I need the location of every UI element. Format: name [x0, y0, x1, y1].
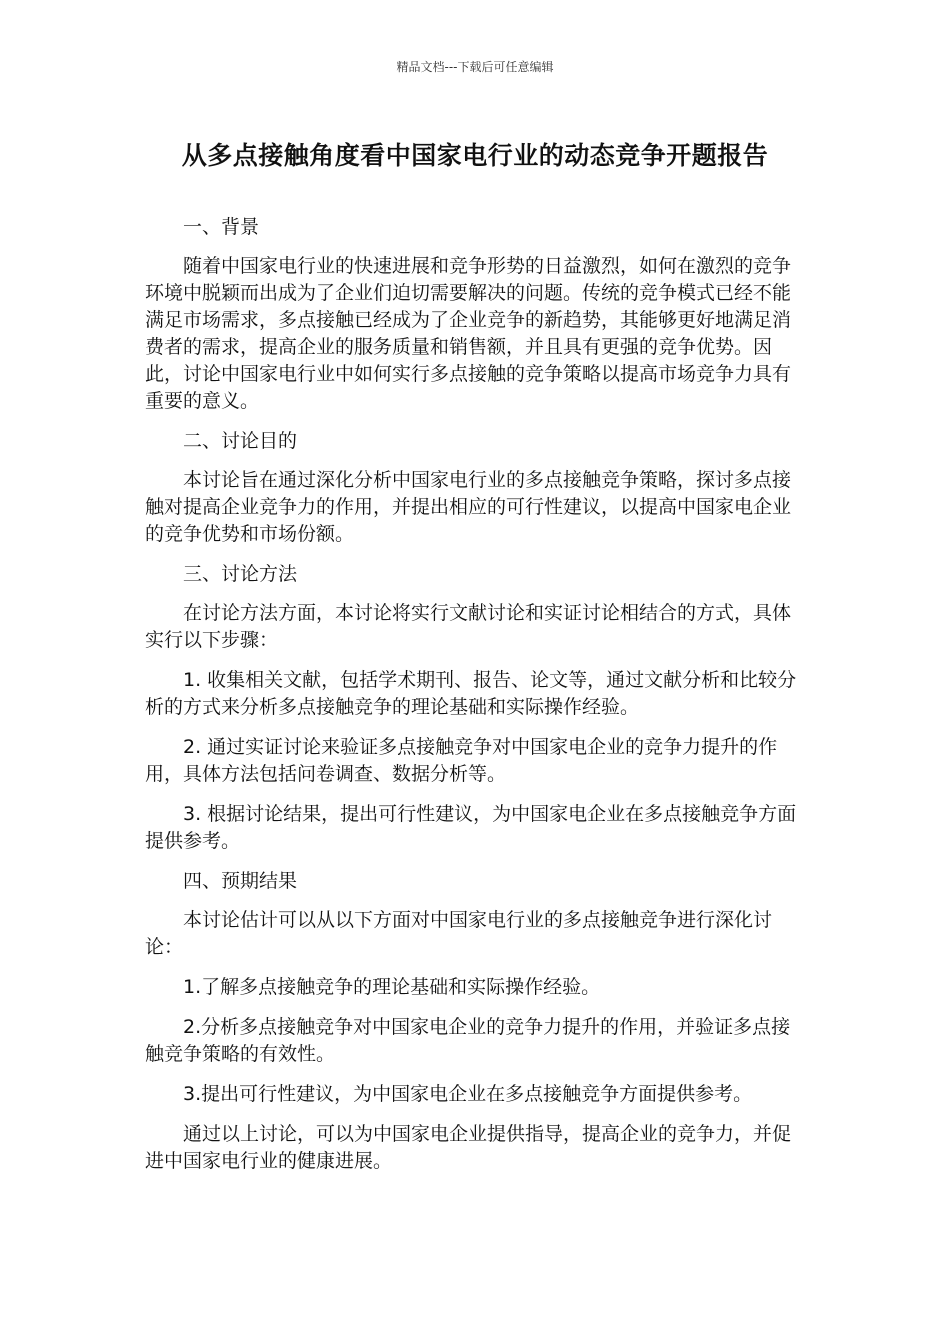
method-step-2: 2. 通过实证讨论来验证多点接触竞争对中国家电企业的竞争力提升的作用，具体方法包括问卷调查、数据分析等。	[145, 736, 778, 785]
background-paragraph: 随着中国家电行业的快速进展和竞争形势的日益激烈，如何在激烈的竞争环境中脱颖而出成为了企业们迫切需要解决的问题。传统的竞争模式已经不能满足市场需求，多点接触已经成为了企业竞争的新趋势，其能够更好地满足消费者的需求，提高企业的服务质量和销售额，并且具有更强的竞争优势。因此，讨论中国家电行业中如何实行多点接触的竞争策略以提高市场竞争力具有重要的意义。	[145, 255, 792, 412]
result-heading: 四、预期结果	[183, 870, 298, 892]
goal-heading: 二、讨论目的	[183, 430, 298, 452]
result-item-1: 1.了解多点接触竞争的理论基础和实际操作经验。	[183, 976, 601, 998]
header-note: 精品文档---下载后可任意编辑	[396, 60, 554, 74]
conclusion-paragraph: 通过以上讨论，可以为中国家电企业提供指导，提高企业的竞争力，并促进中国家电行业的健康进展。	[145, 1123, 792, 1172]
background-heading: 一、背景	[183, 216, 260, 238]
method-intro-paragraph: 在讨论方法方面，本讨论将实行文献讨论和实证讨论相结合的方式，具体实行以下步骤：	[145, 602, 792, 651]
result-intro-paragraph: 本讨论估计可以从以下方面对中国家电行业的多点接触竞争进行深化讨论：	[145, 909, 773, 958]
result-item-2: 2.分析多点接触竞争对中国家电企业的竞争力提升的作用，并验证多点接触竞争策略的有效性。	[145, 1016, 791, 1065]
document-title: 从多点接触角度看中国家电行业的动态竞争开题报告	[181, 141, 769, 170]
method-heading: 三、讨论方法	[183, 563, 298, 585]
document-body	[145, 214, 805, 1188]
result-item-3: 3.提出可行性建议，为中国家电企业在多点接触竞争方面提供参考。	[183, 1083, 753, 1105]
method-step-1: 1. 收集相关文献，包括学术期刊、报告、论文等，通过文献分析和比较分析的方式来分析多点接触竞争的理论基础和实际操作经验。	[145, 669, 797, 718]
goal-paragraph: 本讨论旨在通过深化分析中国家电行业的多点接触竞争策略，探讨多点接触对提高企业竞争力的作用，并提出相应的可行性建议，以提高中国家电企业的竞争优势和市场份额。	[145, 469, 792, 545]
method-step-3: 3. 根据讨论结果，提出可行性建议，为中国家电企业在多点接触竞争方面提供参考。	[145, 803, 797, 852]
